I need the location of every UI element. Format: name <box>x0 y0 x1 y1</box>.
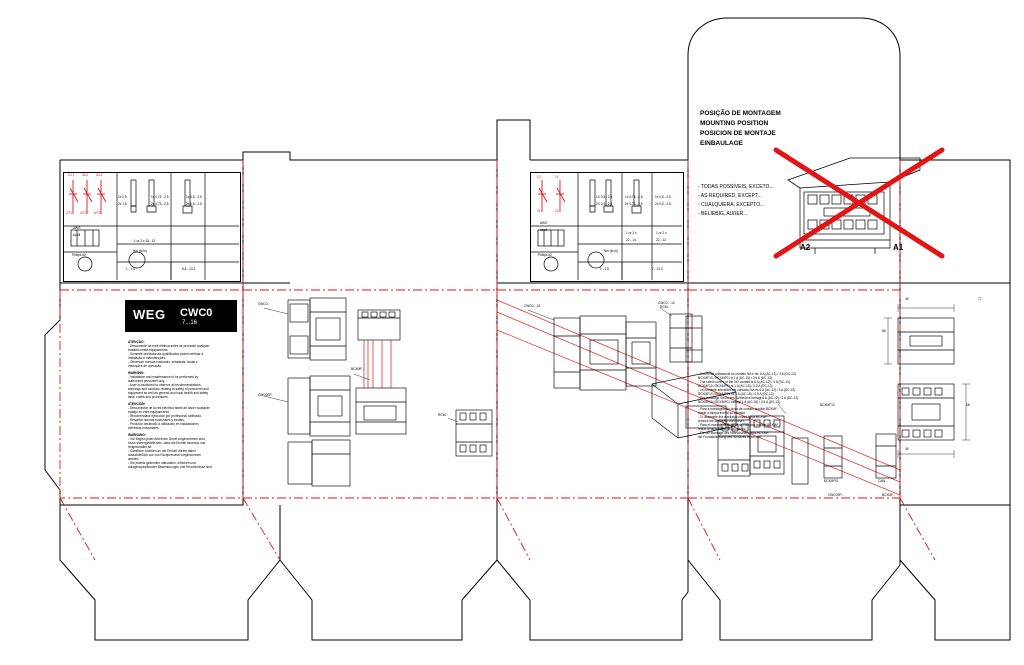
wiring-panel-right-grid <box>530 172 682 280</box>
callout-left-2: CWC0SP... <box>258 393 274 397</box>
warning-line-3-0: - Vor Beginn jeder Arbeit am Gerät vorgenommen wird, <box>128 437 206 441</box>
terminal-l1: 1/L1 <box>68 173 75 177</box>
tech-note-line-9: retirar a tampa frontal do contator. <box>698 411 747 415</box>
mounting-title-1: POSIÇÃO DE MONTAGEM <box>700 110 781 117</box>
warning-line-0-5: instruções de operação. <box>128 364 163 368</box>
mounting-bullet-4: - BELIEBIG, AUßER... <box>698 211 748 217</box>
lbin-value-right: 7...13,3 <box>652 267 663 271</box>
callout-left-1: CWC0... <box>258 302 271 306</box>
mounting-bullet-3: - CUALQUIERA, EXCEPTO... <box>698 202 765 208</box>
warning-line-2-5: eléctricas industriales. <box>128 426 160 430</box>
tech-note-line-3: BCXMF10 / BCXMF01 is 1 A (AC-15) / 0,5 A (DC-13) <box>698 384 773 388</box>
tech-note-line-10: - To assemble the auxiliary contact block BCXMF, <box>698 415 768 419</box>
torque-value-right: 1...1,5 <box>600 267 609 271</box>
callout-center-1: CWC0...-01 <box>524 304 541 308</box>
brand-name: WEG <box>133 307 166 322</box>
wire-row-1-b-right: 2X 0,5...2,5 <box>596 202 613 206</box>
awg-label-right: AWG <box>540 221 548 225</box>
terminal-label-a2: A2 <box>800 243 811 252</box>
torque-symbol-left: Nm (lb.in) <box>133 249 147 253</box>
warning-heading-1: WARNING: <box>128 371 145 375</box>
tech-note-line-14: - Für die Montage des Hilfsschalterblocks BCXMF, <box>698 431 770 435</box>
tech-note-line-15: die Frontabdeckung des Schützes entfernen. <box>698 435 762 439</box>
screwdriver-label-left: Philips #2 <box>72 253 86 257</box>
terminal-label-a1: A1 <box>893 243 904 252</box>
warning-line-2-4: - Producto destinado a utilización en instalaciones <box>128 422 199 426</box>
dimension-right-vertical: 58 <box>966 403 970 407</box>
tech-note-line-2: - The rated current of the NO contact is 6 A (AC-12) / 3 A (DC-13) <box>698 380 790 384</box>
awg-label-left: AWG <box>73 226 81 230</box>
wire-row-3-a-right: 1x 0,5...2,5 <box>655 195 671 199</box>
tech-note-line-13: retirar la tapa frontal del contactor. <box>698 427 747 431</box>
warning-line-0-1: trabalho neste equipamento. <box>128 348 169 352</box>
callout-center-4: BCXMF01 <box>824 479 839 483</box>
tech-note-line-12: - Para el montaje del bloque de contacto auxiliar BCXMF, <box>698 423 779 427</box>
tech-note-line-8: - Para a montagem do bloco de contato auxiliar BCXMF <box>698 407 778 411</box>
terminal-t3: 6/T3 <box>94 211 101 215</box>
mounting-title-2: MOUNTING POSITION <box>700 120 769 127</box>
terminal-22: 22 <box>555 209 559 213</box>
warning-line-2-3: - Respetar normas nacionales y locales. <box>128 418 185 422</box>
wire-row-3-a-left: 1x 0,5...2,5 <box>186 195 202 199</box>
terminal-13: 13 <box>537 175 541 179</box>
warning-line-0-2: - Somente profissionais qualificados podem efetuar a <box>128 352 204 356</box>
warning-line-1-4: equipment as well as general and local health and safety <box>128 391 209 395</box>
warning-line-1-2: - User is cautioned to observe all recommendations, <box>128 383 202 387</box>
exploded-view-left <box>258 292 498 512</box>
small-callout-a: RCW... <box>660 305 671 309</box>
wire-row-2-b-right: 2x 0,75...2,5 <box>625 202 643 206</box>
mounting-bullet-2: - AS REQUIRED, EXCEPT... <box>698 193 762 199</box>
screwdriver-label-right: Philips #2 <box>538 253 552 257</box>
warning-line-0-0: - Desconecte da rede elétrica antes de proceder qualquer <box>128 344 210 348</box>
warning-line-2-2: - Recomendase ejecución por profesional calificado. <box>128 414 202 418</box>
warning-line-0-3: instalação e manutenções. <box>128 356 166 360</box>
awg-sub-left: kcmil <box>73 233 81 237</box>
warning-heading-0: ATENÇÃO: <box>128 340 145 344</box>
warning-line-1-5: laws, codes and procedures. <box>128 395 169 399</box>
callout-center-3: BCXMF10 <box>820 403 835 407</box>
dimension-bottom: 45 <box>905 447 909 451</box>
awg-value-right-2: 22...14 <box>626 238 636 242</box>
awg-value-right-4: 22...12 <box>656 238 666 242</box>
dimension-top-right: 77 <box>978 297 982 301</box>
warning-line-3-2: freigeschaltet ist. <box>128 445 152 449</box>
callout-left-4: RCW... <box>438 413 449 417</box>
tech-note-line-6: - Der zulässige Strom des Schließers beträgt 6 A (AC-12) / 3 A (DC-13) <box>698 396 799 400</box>
torque-symbol-right: Nm (lb.in) <box>604 249 618 253</box>
terminal-l2: 3/L2 <box>82 173 89 177</box>
wire-row-1-a-left: 1x 2,5 <box>118 195 127 199</box>
wire-row-1-a-right: 1X 0,5...2,5 <box>596 195 613 199</box>
tech-note-line-1: BCXMF10 / BCXMF01 à 1 A (AC-15) / 0,5 A (DC-13) <box>698 376 773 380</box>
warning-heading-2: ATENCIÓN: <box>128 402 146 406</box>
tech-note-line-0: - A corrente admissível do contato NA é de: 6 A (AC-12) / 3 A (DC-13) <box>698 372 796 376</box>
mounting-title-4: EINBAULAGE <box>700 140 743 147</box>
mounting-bullet-1: - TODAS POSSÍVEIS, EXCETO... <box>698 184 774 190</box>
wire-row-2-a-right: 1x 0,75...2,5 <box>625 195 643 199</box>
warning-line-1-0: - Installation and maintenance to be performed by <box>128 375 199 379</box>
product-variant: 7...16 <box>182 320 198 326</box>
terminal-l3: 5/L3 <box>96 173 103 177</box>
torque-value-left: 1...1,5 <box>126 267 135 271</box>
warning-panel <box>128 340 236 469</box>
callout-center-2: CWC0...-10 <box>658 301 675 305</box>
warning-heading-3: WARNUNG: <box>128 433 146 437</box>
warning-line-3-3: - Sämtliche Arbeiten an der Einheit dürfen dabei <box>128 449 196 453</box>
lbin-value-left: 8,8...13,3 <box>182 267 196 271</box>
tech-note-line-5: BCXMF10 / BCXMF01 es 1 A (AC-15) / 0,5 A (DC-13) <box>698 392 774 396</box>
product-model: CWC0 <box>180 307 213 319</box>
warning-line-3-5: werden. <box>128 457 140 461</box>
warning-line-0-4: - Observar/ normas nacionais, estaduais, locais e <box>128 360 198 364</box>
wire-row-2-b-left: 2x 0,75...2,5 <box>151 202 169 206</box>
awg-value-left: 1 or 2 x 18...12 <box>134 239 156 243</box>
awg-value-right-1: 1 or 2 x <box>626 231 637 235</box>
callout-left-3: BCXMF... <box>351 367 365 371</box>
warning-line-3-1: muss sichergestellt sein, dass die Einheit stromlos und <box>128 441 206 445</box>
terminal-t1: 2/T1 <box>66 211 73 215</box>
awg-sub-right: kcmil <box>540 228 548 232</box>
warning-line-3-4: ausschließlich nur von Fachpersonal vorgenommen <box>128 453 201 457</box>
tech-note-line-7: BCXMF10 / BCXMF01 beträgt 1 A (AC-15) / 0,5 A (DC-13) <box>698 400 781 404</box>
small-part-right <box>680 310 750 390</box>
tech-note-line-11: remove the contactor front cover. <box>698 419 745 423</box>
mounting-contactor-illustration <box>770 140 1024 280</box>
wiring-panel-left-grid <box>63 172 239 280</box>
warning-line-2-1: trabajo en este equipamiento. <box>128 410 170 414</box>
warning-line-1-1: authorized personnel only. <box>128 379 166 383</box>
wire-row-3-b-left: 2x 0,5...2,5 <box>186 202 202 206</box>
small-callout-b: CWC0SP... <box>828 493 844 497</box>
dimension-top-left: 45 <box>905 297 909 301</box>
mounting-title-3: POSICION DE MONTAJE <box>700 130 776 137</box>
warning-line-2-0: - Desconectar de la red eléctrica antes de hacer cualquier <box>128 406 210 410</box>
warning-line-3-6: - Die jeweils geltenden nationalen, örtlichen und <box>128 461 196 465</box>
terminal-14: 14 <box>555 175 559 179</box>
tech-note-line-4: - La corriente admisible del contacto NA es 6 A (AC-12) / 3 A (DC-13) <box>698 388 796 392</box>
terminal-t2: 4/T2 <box>80 211 87 215</box>
wire-row-2-a-left: 1x 0,75...2,5 <box>151 195 169 199</box>
callout-center-5: CAW... <box>878 479 888 483</box>
warning-line-1-3: warnings and cautions relating to safety of personnel and <box>128 387 209 391</box>
small-parts-bottom <box>818 428 938 498</box>
small-callout-c: BCXMF... <box>882 493 896 497</box>
wire-row-3-b-right: 2x 0,5...2,5 <box>655 202 671 206</box>
terminal-21: 21 <box>537 209 541 213</box>
warning-line-3-7: anlagenspezifischen Bestimmungen und Erfordernisse sind <box>128 465 212 469</box>
wire-row-1-b-left: 2x 1,5 <box>118 202 127 206</box>
dimension-left-vertical: 58 <box>882 329 886 333</box>
awg-value-right-3: 1 or 2 x <box>656 231 667 235</box>
